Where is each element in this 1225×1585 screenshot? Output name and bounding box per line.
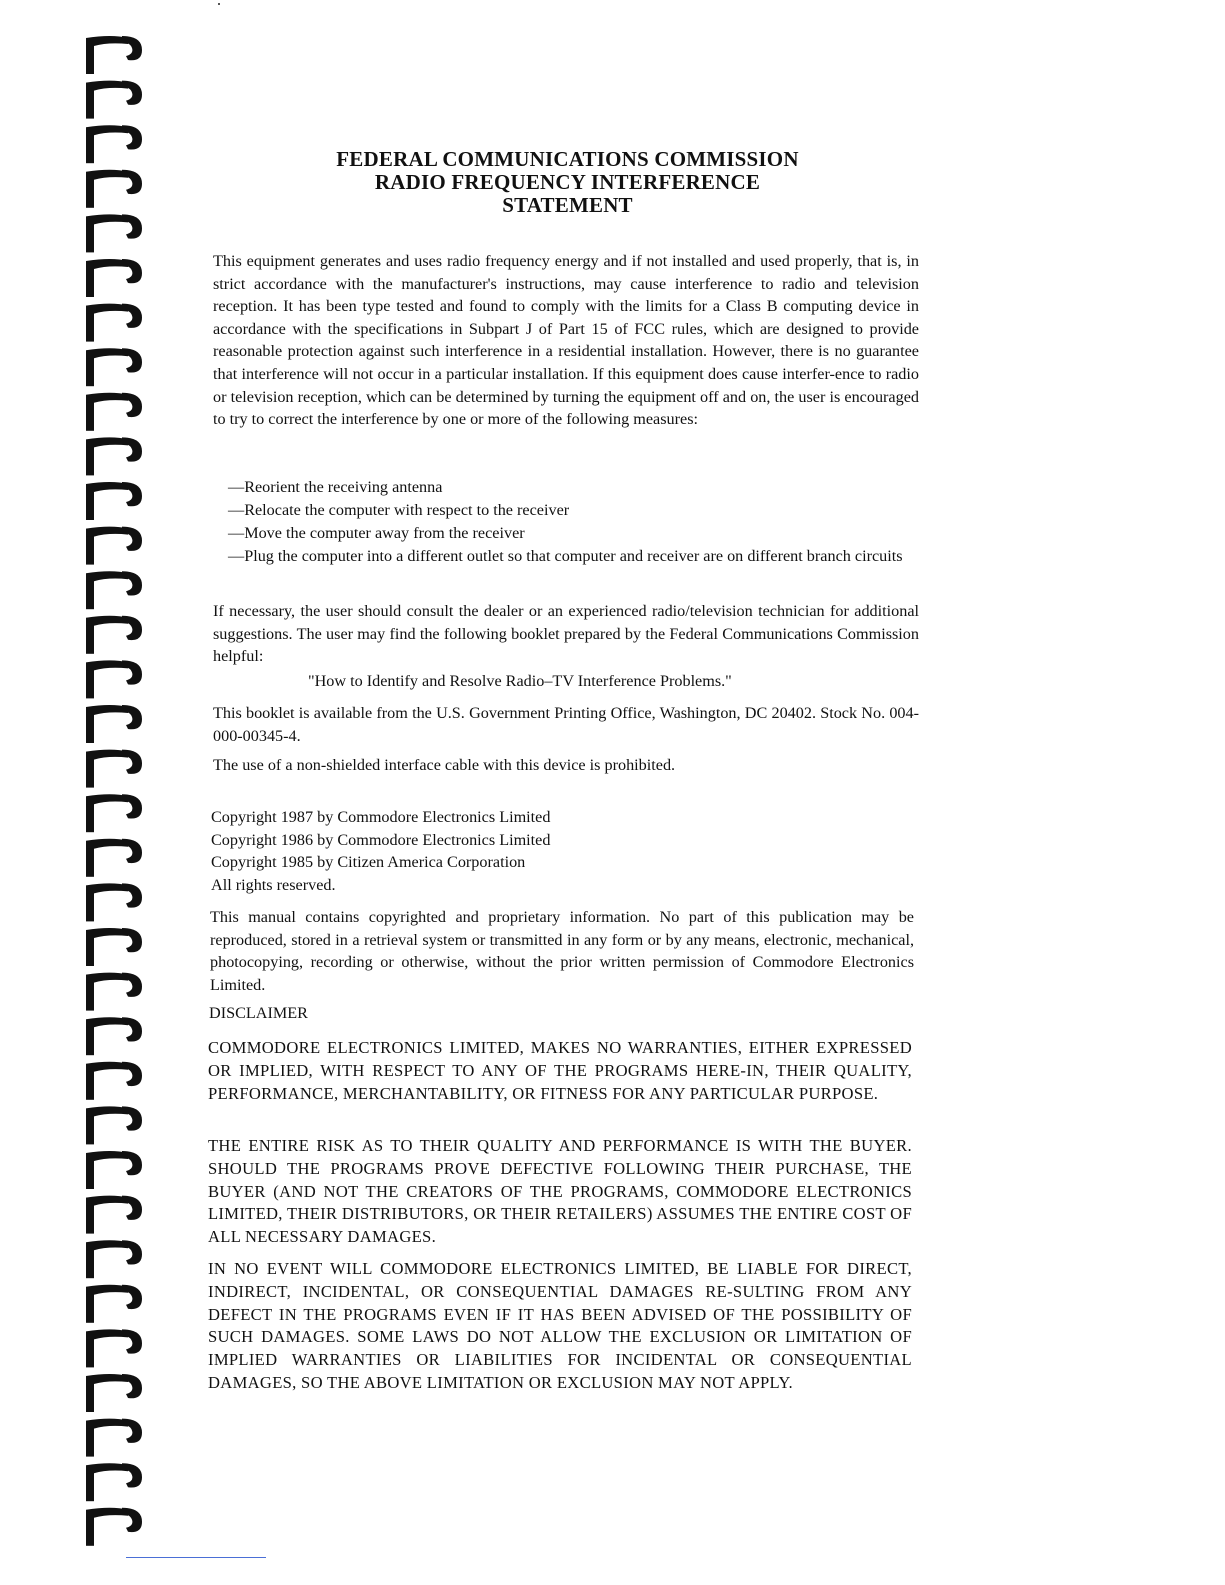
measure-item: —Reorient the receiving antenna <box>228 478 443 496</box>
disclaimer-paragraph-warranty: COMMODORE ELECTRONICS LIMITED, MAKES NO WARRANTIES, EITHER EXPRESSED OR IMPLIED, WITH RESPECT TO ANY OF THE PROGRAMS HERE-IN, THEIR QUALITY, PERFORMANCE, MERCHANTABILITY, OR FITNESS FOR ANY PARTICULAR PURPOSE. <box>208 1038 912 1103</box>
measures-list <box>228 476 920 568</box>
binding-ring <box>86 1463 142 1501</box>
copyright-line: Copyright 1987 by Commodore Electronics Limited <box>211 808 551 826</box>
fcc-statement-paragraph: This equipment generates and uses radio frequency energy and if not installed and used properly, that is, in strict accordance with the manufacturer's instructions, may cause interference to radio and television reception. It has been type tested and found to comply with the limits for a Class B computing device in accordance with the specifications in Subpart J of Part 15 of FCC rules, which are designed to provide reasonable protection against such interference in a residential installation. However, there is no guarantee that interference will not occur in a particular installation. If this equipment does cause interfer-ence to radio or television reception, which can be determined by turning the equipment off and on, the user is encouraged to try to correct the interference by one or more of the following measures: <box>213 252 919 429</box>
disclaimer-paragraph-risk: THE ENTIRE RISK AS TO THEIR QUALITY AND PERFORMANCE IS WITH THE BUYER. SHOULD THE PROGRAMS PROVE DEFECTIVE FOLLOWING THEIR PURCHASE, THE BUYER (AND NOT THE CREATORS OF THE PROGRAMS, COMMODORE ELECTRONICS LIMITED, THEIR DISTRIBUTORS, OR THEIR RETAILERS) ASSUMES THE ENTIRE COST OF ALL NECESSARY DAMAGES. <box>208 1136 912 1247</box>
binding-ring <box>86 36 142 74</box>
scan-speck <box>218 3 220 5</box>
binding-ring <box>86 348 142 386</box>
binding-ring <box>86 259 142 297</box>
binding-ring <box>86 482 142 520</box>
binding-ring <box>86 304 142 342</box>
binding-ring <box>86 170 142 208</box>
binding-ring <box>86 705 142 743</box>
binding-ring <box>86 81 142 119</box>
copyright-line: Copyright 1985 by Citizen America Corporation <box>211 853 526 871</box>
measure-item: —Plug the computer into a different outlet so that computer and receiver are on different branch circuits <box>228 547 903 565</box>
title-line-2: RADIO FREQUENCY INTERFERENCE <box>374 170 761 194</box>
binding-ring <box>86 1508 142 1546</box>
binding-ring <box>86 660 142 698</box>
binding-ring <box>86 1151 142 1189</box>
copyright-block <box>211 806 917 896</box>
cable-note: The use of a non-shielded interface cable with this device is prohibited. <box>213 756 676 774</box>
manual-rights-paragraph: This manual contains copyrighted and proprietary information. No part of this publication may be reproduced, stored in a retrieval system or transmitted in any form or by any means, electronic, mechanical, photocopying, recording or otherwise, without the prior written permission of Commodore Electronics Limited. <box>210 908 914 994</box>
spiral-binding <box>84 28 156 1558</box>
binding-ring <box>86 1106 142 1144</box>
copyright-line: Copyright 1986 by Commodore Electronics Limited <box>211 830 551 849</box>
measure-item: —Move the computer away from the receiver <box>228 524 525 542</box>
title-line-3: STATEMENT <box>502 193 633 217</box>
binding-ring <box>86 125 142 163</box>
disclaimer-paragraph-liability: IN NO EVENT WILL COMMODORE ELECTRONICS LIMITED, BE LIABLE FOR DIRECT, INDIRECT, INCIDENTAL, OR CONSEQUENTIAL DAMAGES RE-SULTING FROM ANY DEFECT IN THE PROGRAMS EVEN IF IT HAS BEEN ADVISED OF THE POSSIBILITY OF SUCH DAMAGES. SOME LAWS DO NOT ALLOW THE EXCLUSION OR LIMITATION OF IMPLIED WARRANTIES OR LIABILITIES FOR INCIDENTAL OR CONSEQUENTIAL DAMAGES, SO THE ABOVE LIMITATION OR EXCLUSION MAY NOT APPLY. <box>208 1259 912 1392</box>
rights-reserved: All rights reserved. <box>211 875 336 894</box>
binding-ring <box>86 214 142 252</box>
consult-paragraph: If necessary, the user should consult the dealer or an experienced radio/television technician for additional suggestions. The user may find the following booklet prepared by the Federal Communications Commission helpful: <box>213 602 919 666</box>
binding-ring <box>86 883 142 921</box>
binding-ring <box>86 1329 142 1367</box>
binding-ring <box>86 1196 142 1234</box>
page-edge-rule <box>126 1557 266 1558</box>
measure-item: —Relocate the computer with respect to the receiver <box>228 501 570 519</box>
binding-ring <box>86 1062 142 1100</box>
availability-paragraph: This booklet is available from the U.S. Government Printing Office, Washington, DC 20402. Stock No. 004-000-00345-4. <box>213 704 919 745</box>
binding-ring <box>86 750 142 788</box>
binding-ring <box>86 1285 142 1323</box>
statement-title <box>300 148 835 217</box>
binding-ring <box>86 616 142 654</box>
binding-ring <box>86 571 142 609</box>
binding-ring <box>86 839 142 877</box>
binding-ring <box>86 928 142 966</box>
binding-ring <box>86 393 142 431</box>
binding-ring <box>86 1374 142 1412</box>
binding-ring <box>86 1017 142 1055</box>
binding-ring <box>86 973 142 1011</box>
booklet-title: "How to Identify and Resolve Radio–TV Interference Problems." <box>308 672 732 690</box>
disclaimer-heading: DISCLAIMER <box>209 1004 308 1022</box>
binding-ring <box>86 1419 142 1457</box>
binding-ring <box>86 437 142 475</box>
binding-ring <box>86 1240 142 1278</box>
binding-ring <box>86 794 142 832</box>
title-line-1: FEDERAL COMMUNICATIONS COMMISSION <box>336 147 799 171</box>
binding-ring <box>86 527 142 565</box>
